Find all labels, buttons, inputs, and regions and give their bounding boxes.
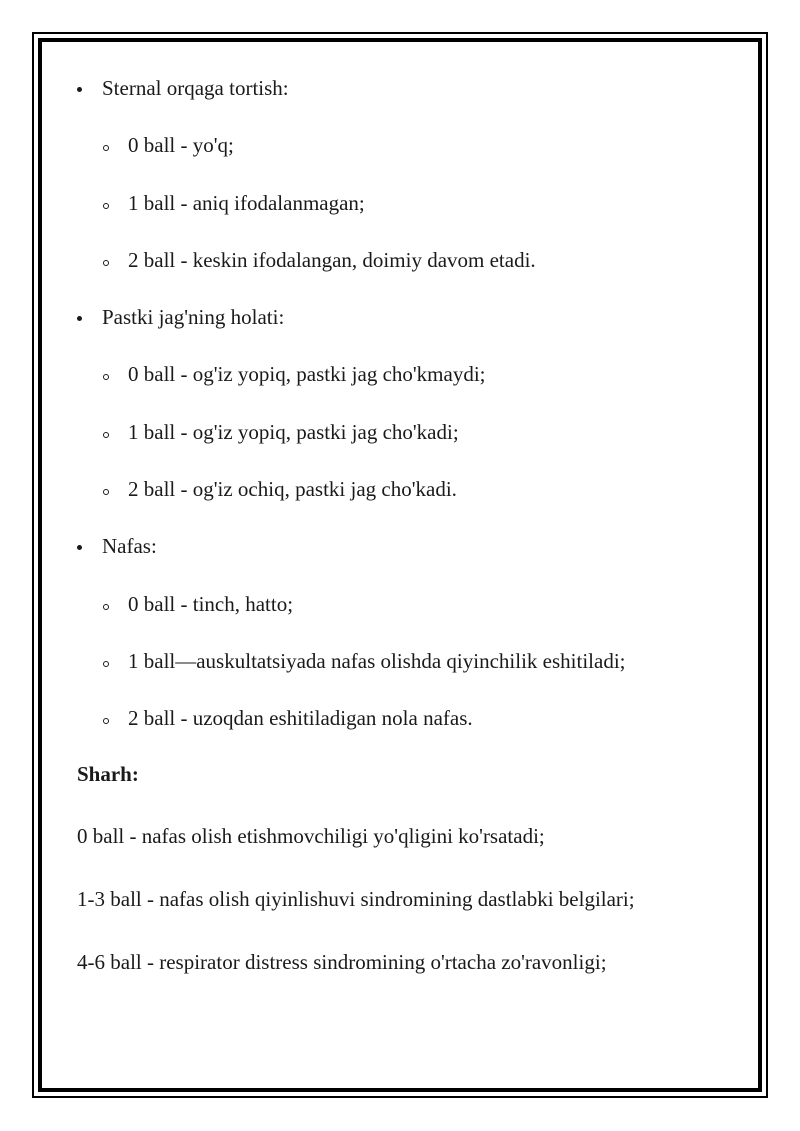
bullet-circle-icon [103,489,109,495]
score-text: 1 ball - og'iz yopiq, pastki jag cho'kadi; [128,419,459,444]
bullet-circle-icon [103,260,109,266]
score-item [77,131,737,159]
bullet-disc-icon [77,316,82,321]
bullet-circle-icon [103,374,109,380]
commentary-heading: Sharh: [77,761,139,786]
score-text: 1 ball—auskultatsiyada nafas olishda qiyinchilik eshitiladi; [128,648,626,673]
score-text: 0 ball - tinch, hatto; [128,591,294,616]
score-item [77,475,737,503]
bullet-circle-icon [103,432,109,438]
bullet-circle-icon [103,145,109,151]
commentary-paragraph: 1-3 ball - nafas olish qiyinlishuvi sindromining dastlabki belgilari; [77,886,635,911]
criterion-sternal [77,74,737,274]
score-text: 2 ball - og'iz ochiq, pastki jag cho'kadi. [128,477,457,502]
criterion-breathing [77,532,737,732]
bullet-circle-icon [103,604,109,610]
score-list [77,360,737,503]
score-text: 1 ball - aniq ifodalanmagan; [128,190,365,215]
criterion-title: Sternal orqaga tortish: [102,76,289,100]
score-text: 0 ball - og'iz yopiq, pastki jag cho'kmaydi; [128,362,486,387]
document-body [77,74,737,1011]
score-text: 0 ball - yo'q; [128,133,234,158]
score-item [77,189,737,217]
bullet-circle-icon [103,203,109,209]
criterion-title: Pastki jag'ning holati: [102,305,285,330]
score-item [77,360,737,388]
commentary-paragraph: 0 ball - nafas olish etishmovchiligi yo'qligini ko'rsatadi; [77,823,545,848]
commentary-paragraph: 4-6 ball - respirator distress sindromining o'rtacha zo'ravonligi; [77,949,607,974]
score-text: 2 ball - keskin ifodalangan, doimiy davom etadi. [128,247,536,272]
score-list [77,590,737,733]
score-item [77,246,737,274]
score-text: 2 ball - uzoqdan eshitiladigan nola nafas. [128,706,473,731]
bullet-disc-icon [77,87,82,92]
bullet-disc-icon [77,545,82,550]
bullet-circle-icon [103,718,109,724]
score-item [77,647,737,675]
criterion-jaw [77,303,737,503]
score-list [77,131,737,274]
criteria-list [77,74,737,732]
criterion-title: Nafas: [102,534,157,559]
score-item [77,704,737,732]
score-item [77,418,737,446]
score-item [77,590,737,618]
bullet-circle-icon [103,661,109,667]
